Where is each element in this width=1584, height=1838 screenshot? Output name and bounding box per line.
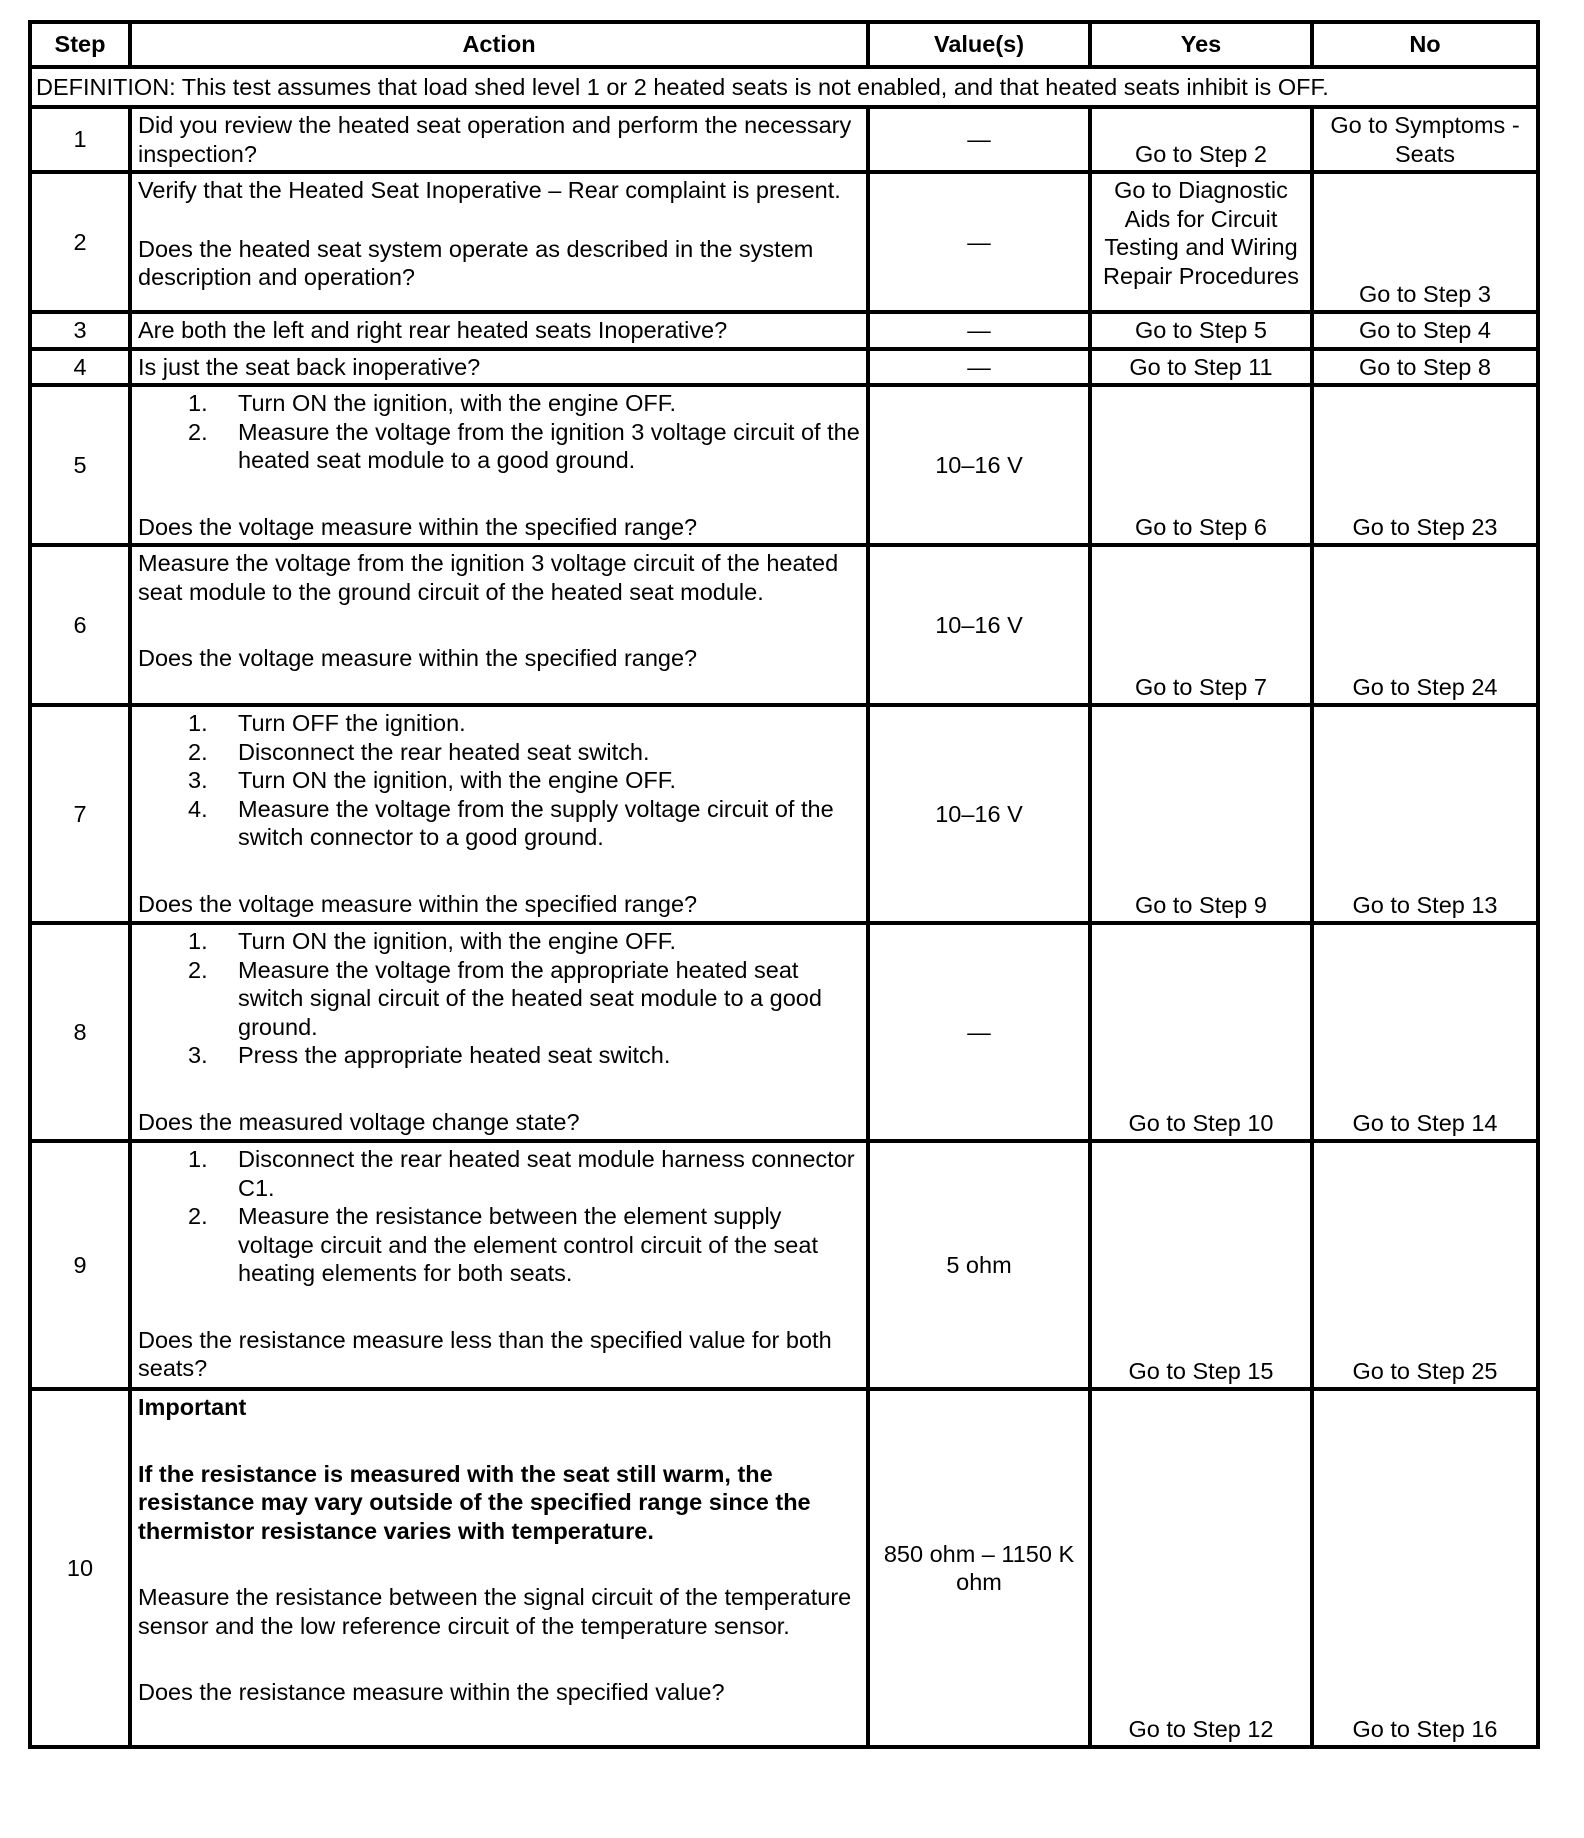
list-number: 1. [188,1146,208,1172]
action-text: Verify that the Heated Seat Inoperative – Rear complaint is present. [138,177,841,203]
list-item [138,709,860,738]
action-question: Does the resistance measure less than the specified value for both seats? [138,1326,832,1381]
step-number: 4 [30,349,130,386]
list-item-text: Turn ON the ignition, with the engine OFF. [238,928,677,954]
list-item [138,389,860,418]
list-item-text: Turn ON the ignition, with the engine OFF. [238,390,677,416]
action-text: Did you review the heated seat operation and perform the necessary inspection? [130,107,868,172]
diagnostic-table-page [28,20,1536,1749]
header-step: Step [30,22,130,67]
value-cell: 10–16 V [868,385,1090,545]
list-item-text: Turn OFF the ignition. [238,710,466,736]
value-cell: 5 ohm [868,1141,1090,1389]
table-row [30,923,1538,1141]
definition-text: DEFINITION: This test assumes that load shed level 1 or 2 heated seats is not enabled, and that heated seats inhibit is OFF. [30,67,1538,108]
step-number: 5 [30,385,130,545]
step-number: 2 [30,172,130,312]
list-item-text: Press the appropriate heated seat switch. [238,1042,671,1068]
header-row [30,22,1538,67]
action-list [138,927,860,1070]
value-cell: 10–16 V [868,545,1090,705]
table-row [30,385,1538,545]
action-question: Does the heated seat system operate as described in the system description and operation? [138,235,814,290]
value-cell: — [868,349,1090,386]
step-number: 6 [30,545,130,705]
list-item [138,927,860,956]
list-item [138,766,860,795]
no-cell: Go to Step 13 [1312,705,1538,923]
step-number: 9 [30,1141,130,1389]
table-row [30,705,1538,923]
list-number: 3. [188,767,208,793]
action-question: Does the voltage measure within the specified range? [138,645,698,671]
action-list [138,1145,860,1288]
list-item-text: Turn ON the ignition, with the engine OFF. [238,767,677,793]
list-item-text: Measure the resistance between the element supply voltage circuit and the element control circuit of the seat heating elements for both seats. [238,1203,818,1286]
list-number: 2. [188,738,208,765]
no-cell: Go to Step 14 [1312,923,1538,1141]
table-row [30,107,1538,172]
yes-cell: Go to Step 11 [1090,349,1312,386]
yes-cell: Go to Step 9 [1090,705,1312,923]
table-row [30,312,1538,349]
action-question: Does the resistance measure within the specified value? [138,1679,725,1705]
important-label: Important [138,1394,247,1420]
action-cell [130,1389,868,1747]
step-number: 1 [30,107,130,172]
action-cell [130,385,868,545]
step-number: 3 [30,312,130,349]
list-number: 3. [188,1042,208,1068]
action-question: Does the measured voltage change state? [138,1108,580,1135]
list-item [138,1145,860,1202]
no-cell: Go to Step 3 [1312,172,1538,312]
value-cell: — [868,312,1090,349]
yes-cell: Go to Step 10 [1090,923,1312,1141]
action-text: Measure the voltage from the ignition 3 voltage circuit of the heated seat module to the ground circuit of the heated seat module. [138,550,839,605]
action-cell [130,705,868,923]
table-row [30,545,1538,705]
yes-cell: Go to Step 2 [1090,107,1312,172]
action-question: Does the voltage measure within the specified range? [138,890,698,917]
header-action: Action [130,22,868,67]
list-item [138,956,860,1042]
list-number: 2. [188,956,208,983]
list-item-text: Disconnect the rear heated seat module harness connector C1. [238,1146,855,1201]
list-item [138,738,860,767]
list-item-text: Measure the voltage from the appropriate heated seat switch signal circuit of the heated seat module to a good ground. [238,956,822,1040]
no-cell: Go to Step 8 [1312,349,1538,386]
header-yes: Yes [1090,22,1312,67]
yes-cell: Go to Step 7 [1090,545,1312,705]
yes-cell: Go to Step 5 [1090,312,1312,349]
yes-cell: Go to Diagnostic Aids for Circuit Testing and Wiring Repair Procedures [1090,172,1312,312]
list-number: 1. [188,928,208,954]
list-item [138,1041,860,1070]
list-item-text: Measure the voltage from the ignition 3 voltage circuit of the heated seat module to a good ground. [238,418,860,473]
action-list [138,709,860,852]
important-text: If the resistance is measured with the seat still warm, the resistance may vary outside of the specified range since the thermistor resistance varies with temperature. [138,1460,811,1544]
list-number: 2. [188,1203,208,1229]
table-row [30,172,1538,312]
step-number: 8 [30,923,130,1141]
action-text: Measure the resistance between the signal circuit of the temperature sensor and the low reference circuit of the temperature sensor. [138,1584,852,1639]
no-cell: Go to Symptoms - Seats [1312,107,1538,172]
value-cell: 850 ohm – 1150 K ohm [868,1389,1090,1747]
step-number: 7 [30,705,130,923]
action-text: Are both the left and right rear heated seats Inoperative? [130,312,868,349]
yes-cell: Go to Step 6 [1090,385,1312,545]
no-cell: Go to Step 23 [1312,385,1538,545]
no-cell: Go to Step 24 [1312,545,1538,705]
list-number: 1. [188,390,208,416]
list-item-text: Disconnect the rear heated seat switch. [238,738,650,765]
list-number: 1. [188,710,208,736]
definition-row [30,67,1538,108]
list-item [138,795,860,852]
list-item [138,1202,860,1288]
list-number: 2. [188,418,208,445]
header-values: Value(s) [868,22,1090,67]
table-row [30,1389,1538,1747]
yes-cell: Go to Step 12 [1090,1389,1312,1747]
action-question: Does the voltage measure within the specified range? [138,513,698,540]
list-number: 4. [188,795,208,822]
value-cell: 10–16 V [868,705,1090,923]
value-cell: — [868,107,1090,172]
action-cell [130,923,868,1141]
value-cell: — [868,172,1090,312]
value-cell: — [868,923,1090,1141]
list-item-text: Measure the voltage from the supply voltage circuit of the switch connector to a good ground. [238,795,834,850]
no-cell: Go to Step 16 [1312,1389,1538,1747]
action-list [138,389,860,475]
action-cell [130,545,868,705]
table-row [30,1141,1538,1389]
action-cell [130,1141,868,1389]
table-row [30,349,1538,386]
no-cell: Go to Step 4 [1312,312,1538,349]
yes-cell: Go to Step 15 [1090,1141,1312,1389]
action-cell [130,172,868,312]
step-number: 10 [30,1389,130,1747]
action-text: Is just the seat back inoperative? [130,349,868,386]
header-no: No [1312,22,1538,67]
list-item [138,418,860,475]
diagnostic-table [28,20,1540,1749]
no-cell: Go to Step 25 [1312,1141,1538,1389]
